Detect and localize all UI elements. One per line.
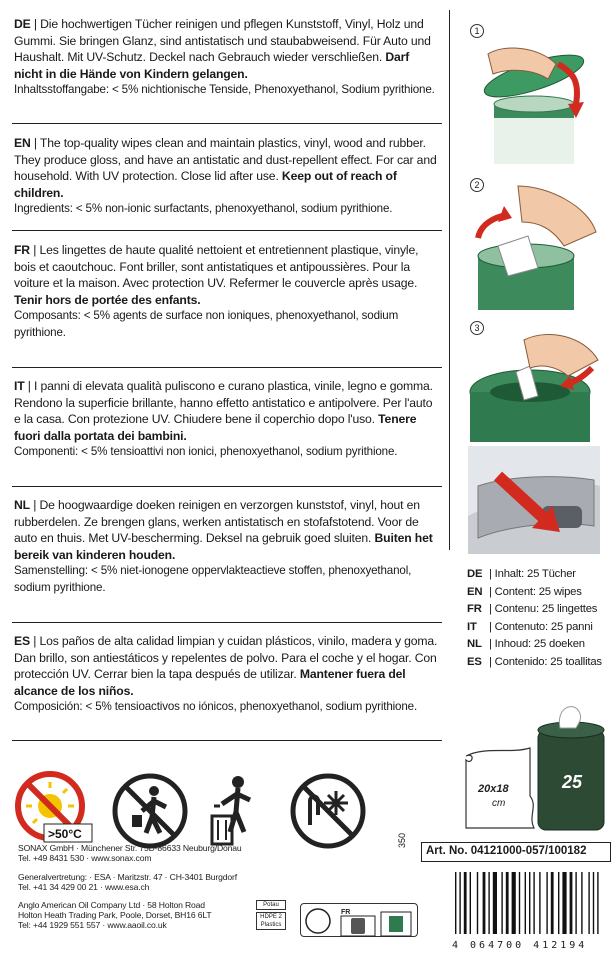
lang-text: | Los paños de alta calidad limpian y cuidan plásticos, vinilo, madera y goma. Dan brillo, son antiestáticos y repelentes de polvo. Para el coche y el hogar. Con protección UV. Cerrar bien la tapa después de utilizar.: [14, 634, 438, 682]
address-line: Anglo American Oil Company Ltd · 58 Holton Road: [18, 900, 205, 910]
lang-code: FR: [14, 243, 30, 257]
address-line: Generalvertretung: · ESA · Maritzstr. 47 · CH-3401 Burgdorf: [18, 872, 237, 882]
recycling-pot-mark: [256, 900, 286, 946]
barcode-bar: [562, 872, 566, 934]
lang-block-de: [14, 16, 439, 99]
lang-ingredients: Composición: < 5% tensioactivos no iónicos, phenoxyethanol, sodium pyrithione.: [14, 700, 418, 714]
contents-table: [467, 566, 607, 672]
no-litter-icon: [110, 771, 192, 853]
address-line: Tel. +49 8431 530 · www.sonax.com: [18, 853, 152, 864]
barcode-bar: [533, 872, 534, 934]
plastic-label: Plastics: [260, 922, 282, 928]
address-aaoil: [18, 900, 211, 931]
barcode-bar: [588, 872, 589, 934]
lang-block-en: [14, 135, 439, 218]
lang-warning: Darf nicht in die Hände von Kindern gelangen.: [14, 50, 410, 81]
contents-text: | Contenu: 25 lingettes: [489, 603, 598, 616]
contents-row: [467, 601, 607, 619]
divider: [12, 230, 442, 231]
pot-label: Potau: [256, 900, 286, 910]
lang-block-fr: [14, 242, 439, 342]
lang-ingredients: Samenstelling: < 5% niet-ionogene oppervlakteactieve stoffen, phenoxyethanol, sodium pyrithione.: [14, 564, 412, 594]
lang-block-es: [14, 633, 439, 716]
barcode-bar: [529, 872, 530, 934]
barcode-bar: [525, 872, 526, 934]
barcode-bar: [558, 872, 559, 934]
barcode-bar: [483, 872, 486, 934]
address-line: Tel: +44 1929 551 557 · www.aaoil.co.uk: [18, 920, 167, 931]
hdpe-code: HDPE 2: [260, 914, 282, 920]
hdpe-label: [256, 912, 286, 930]
barcode-bar: [477, 872, 478, 934]
lang-text: | Die hochwertigen Tücher reinigen und pflegen Kunststoff, Vinyl, Holz und Gummi. Sie bringen Glanz, sind antistatisch und staubabweisend. Für Auto und Haushalt. Mit UV-Schutz. Deckel nach Gebrauch wieder verschließen.: [14, 17, 431, 65]
contents-text: | Contenuto: 25 panni: [489, 620, 593, 633]
lang-code: ES: [14, 634, 30, 648]
lang-warning: Buiten het bereik van kinderen houden.: [14, 531, 433, 562]
contents-code: IT: [467, 620, 477, 633]
wipe-size-unit: cm: [492, 798, 506, 809]
no-frost-icon: [288, 771, 370, 853]
contents-row: [467, 566, 607, 584]
lang-block-it: [14, 378, 439, 461]
barcode-bar: [597, 872, 598, 934]
barcode-bar: [455, 872, 456, 934]
barcode-number: 4 064700 412194: [452, 940, 588, 951]
lang-ingredients: Composants: < 5% agents de surface non ioniques, phenoxyethanol, sodium pyrithione.: [14, 309, 399, 339]
divider: [12, 622, 442, 623]
lang-block-nl: [14, 497, 439, 597]
lang-warning: Tenere fuori dalla portata dei bambini.: [14, 412, 417, 443]
contents-text: | Contenido: 25 toallitas: [489, 655, 602, 668]
triman-recycling-box: [300, 903, 418, 937]
address-esa: [18, 872, 237, 892]
lang-code: DE: [14, 17, 31, 31]
barcode-bar: [488, 872, 489, 934]
lang-warning: Keep out of reach of children.: [14, 169, 397, 200]
contents-text: | Content: 25 wipes: [489, 585, 582, 598]
lang-text: | Les lingettes de haute qualité nettoient et entretiennent plastique, vinyle, bois et caoutchouc. Font briller, sont antistatiques et antipoussières. Pour la voiture et la maison. Avec protection UV. Refermer le couvercle après usage.: [14, 243, 419, 291]
car-interior-door-illustration: [468, 446, 600, 554]
wipe-and-canister-illustration: [460, 696, 610, 834]
lang-warning: Tenir hors de portée des enfants.: [14, 292, 201, 307]
contents-row: [467, 584, 607, 602]
divider: [12, 486, 442, 487]
barcode-bar: [575, 872, 576, 934]
lang-text: | The top-quality wipes clean and maintain plastics, vinyl, wood and rubber. They produce gloss, and have an antistatic and dust-repellent effect. For car and household. With UV protection. Close lid after use.: [14, 136, 437, 184]
wipe-size-label: 20x18: [478, 783, 509, 795]
step-1-open-lid-illustration: [468, 24, 600, 164]
step-number: 2: [470, 178, 484, 192]
barcode-bar: [501, 872, 502, 934]
barcode-bar: [539, 872, 540, 934]
batch-code: 350: [397, 832, 407, 848]
barcode-bar: [512, 872, 516, 934]
dispose-bin-icon: [204, 772, 286, 854]
barcode-bar: [546, 872, 547, 934]
step-number: 3: [470, 321, 484, 335]
lang-code: IT: [14, 379, 25, 393]
contents-code: FR: [467, 603, 482, 616]
barcode-bar: [593, 872, 594, 934]
contents-text: | Inhalt: 25 Tücher: [489, 568, 576, 580]
step-2-pull-wipe-illustration: [468, 176, 600, 310]
contents-code: EN: [467, 585, 483, 598]
step-number: 1: [470, 24, 484, 38]
fr-label: FR: [341, 909, 351, 916]
lang-ingredients: Ingredients: < 5% non-ionic surfactants, phenoxyethanol, sodium pyrithione.: [14, 202, 393, 216]
lang-ingredients: Componenti: < 5% tensioattivi non ionici, phenoxyethanol, sodium pyrithione.: [14, 445, 398, 459]
lang-ingredients: Inhaltsstoffangabe: < 5% nichtionische Tenside, Phenoxyethanol, Sodium pyrithione.: [14, 83, 435, 97]
ean-barcode: [451, 872, 609, 942]
barcode-bar: [519, 872, 520, 934]
temp-label: >50°C: [48, 827, 82, 841]
address-line: Tel. +41 34 429 00 21 · www.esa.ch: [18, 882, 150, 893]
recycling-icons: [301, 904, 419, 938]
lang-text: | I panni di elevata qualità puliscono e curano plastica, vinile, legno e gomma. Rendono la superficie brillante, hanno effetto antistatico e antipolvere. Per l'auto e la casa. Con protezione UV. Chiudere bene il coperchio dopo l'uso.: [14, 379, 433, 427]
divider: [12, 367, 442, 368]
contents-code: ES: [467, 655, 482, 668]
contents-row: [467, 636, 607, 654]
barcode-bar: [581, 872, 582, 934]
contents-row: [467, 619, 607, 637]
column-divider: [449, 10, 450, 550]
heat-warning-icon: [14, 768, 96, 850]
lang-text: | De hoogwaardige doeken reinigen en verzorgen kunststof, vinyl, hout en rubberdelen. Ze brengen glans, werken antistatisch en stofafstotend. Voor de auto en thuis. Met UV-bescherming. Deksel na gebruik goed sluiten.: [14, 498, 420, 546]
barcode-bar: [459, 872, 460, 934]
barcode-bar: [551, 872, 554, 934]
wipe-count: 25: [562, 772, 583, 792]
contents-code: NL: [467, 638, 482, 651]
lang-code: NL: [14, 498, 30, 512]
lang-warning: Mantener fuera del alcance de los niños.: [14, 667, 406, 698]
contents-text: | Inhoud: 25 doeken: [489, 638, 585, 651]
lang-code: EN: [14, 136, 31, 150]
address-line: Holton Heath Trading Park, Poole, Dorset, BH16 6LT: [18, 910, 212, 921]
barcode-bar: [464, 872, 467, 934]
divider: [12, 740, 442, 741]
step-3-tear-wipe-illustration: [468, 320, 600, 442]
contents-code: DE: [467, 568, 483, 580]
address-line: SONAX GmbH · Münchener Str. 75D-86633 Neuburg/Donau: [18, 843, 242, 853]
divider: [12, 123, 442, 124]
barcode-bar: [570, 872, 573, 934]
address-sonax: [18, 843, 242, 863]
barcode-bar: [506, 872, 509, 934]
barcode-bar: [493, 872, 497, 934]
article-number: Art. No. 04121000-057/100182: [421, 842, 611, 862]
barcode-bar: [470, 872, 471, 934]
contents-row: [467, 654, 607, 672]
